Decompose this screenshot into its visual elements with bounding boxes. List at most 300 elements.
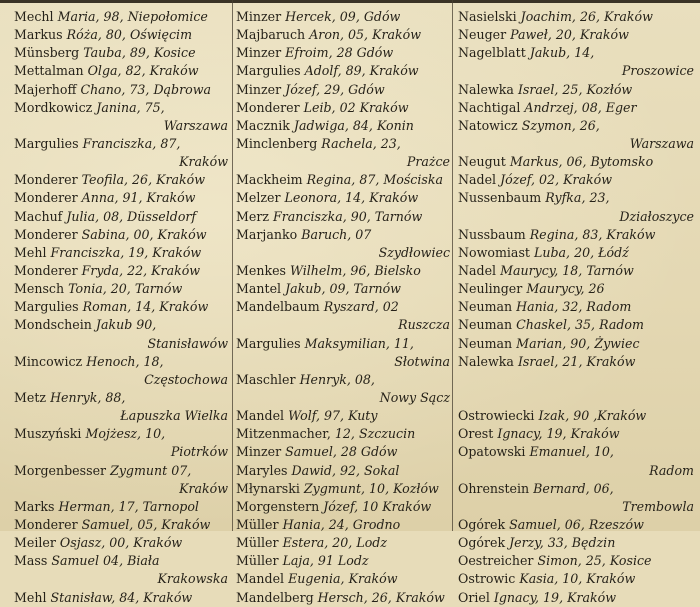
list-entry <box>14 353 232 371</box>
entry-place: Łapuszka Wielka <box>120 408 228 424</box>
entry-year: 91, <box>122 190 143 206</box>
entry-year: 23, <box>380 135 401 151</box>
entry-given-name: Zygmunt <box>110 462 168 478</box>
entry-place: Kraków <box>570 426 620 442</box>
entry-given-name: Israel, <box>517 81 559 97</box>
entry-year: 02 <box>382 299 399 315</box>
entry-given-name: Emanuel, <box>529 444 590 460</box>
entry-continuation <box>236 353 454 371</box>
list-entry <box>14 534 232 552</box>
entry-place: Tarnów <box>586 262 634 278</box>
entry-surname: Ostrowic <box>458 571 516 587</box>
entry-surname: Monderer <box>14 516 78 532</box>
entry-place: Kraków <box>151 262 201 278</box>
entry-place: Biała <box>127 553 160 569</box>
list-entry <box>458 280 698 298</box>
entry-year: 19, <box>128 244 149 260</box>
entry-year: 87, <box>160 135 181 151</box>
entry-surname: Margulies <box>236 63 301 79</box>
entry-given-name: Jakub <box>95 317 133 333</box>
list-entry <box>458 443 698 461</box>
entry-year: 20, <box>110 281 131 297</box>
entry-given-name: Efroim, <box>285 45 333 61</box>
entry-year: 26 <box>588 281 605 297</box>
list-entry <box>236 44 454 62</box>
entry-given-name: Anna, <box>81 190 119 206</box>
list-entry <box>14 208 232 226</box>
entry-given-name: Ryszard, <box>323 299 379 315</box>
entry-place: Krakowska <box>157 571 228 587</box>
entry-surname: Mechl <box>14 9 54 24</box>
entry-given-name: Tauba, <box>83 45 126 61</box>
entry-given-name: Stanisław, <box>50 589 116 605</box>
entry-continuation <box>236 316 454 334</box>
list-entry <box>458 589 698 607</box>
entry-place: Niepołomice <box>127 9 208 24</box>
entry-place: Kraków <box>567 589 617 605</box>
entry-year: 05, <box>348 27 369 43</box>
list-entry <box>14 99 232 117</box>
list-entry <box>14 552 232 570</box>
list-entry <box>14 516 232 534</box>
entry-place: Słotwina <box>394 353 450 369</box>
entry-given-name: Hania, <box>516 299 559 315</box>
entry-year: 06, <box>564 516 585 532</box>
list-entry <box>236 570 454 588</box>
list-entry <box>14 244 232 262</box>
list-entry <box>458 262 698 280</box>
entry-surname: Mensch <box>14 281 65 297</box>
entry-year: 12, <box>334 426 355 442</box>
entry-surname: Minzer <box>236 9 282 24</box>
entry-place: Eger <box>605 99 637 115</box>
entry-year: 08, <box>354 371 375 387</box>
list-entry <box>458 226 698 244</box>
entry-continuation <box>14 443 232 461</box>
entry-surname: Monderer <box>14 226 78 242</box>
entry-given-name: Szymon, <box>521 117 576 133</box>
entry-given-name: Janina, <box>96 99 141 115</box>
entry-year: 73, <box>129 81 150 97</box>
entry-surname: Neuman <box>458 335 513 351</box>
entry-place: Kraków <box>146 190 196 206</box>
entry-place: Nowy Sącz <box>379 389 450 405</box>
entry-year: 98, <box>103 9 124 24</box>
list-entry <box>236 462 454 480</box>
entry-surname: Nalewka <box>458 353 514 369</box>
entry-year: 21, <box>562 353 583 369</box>
entry-given-name: Paweł, <box>510 27 552 43</box>
entry-surname: Nasielski <box>458 9 517 24</box>
entry-place: Będzin <box>571 535 616 551</box>
list-entry <box>14 280 232 298</box>
entry-continuation <box>14 153 232 171</box>
entry-surname: Nachtigal <box>458 99 521 115</box>
entry-surname: Metz <box>14 389 47 405</box>
entry-given-name: Teofila, <box>81 172 129 188</box>
entry-year: 07, <box>171 462 192 478</box>
entry-surname: Neugut <box>458 154 506 170</box>
entry-place: Rzeszów <box>588 516 644 532</box>
entry-year: 20, <box>555 27 576 43</box>
entry-place: Kraków <box>348 571 398 587</box>
list-entry <box>236 226 454 244</box>
entry-year: 20, <box>332 535 353 551</box>
entry-place: Kozłów <box>586 81 633 97</box>
entry-continuation <box>14 480 232 498</box>
entry-surname: Mackheim <box>236 172 303 188</box>
entry-given-name: Estera, <box>282 535 329 551</box>
entry-surname: Nussbaum <box>458 226 526 242</box>
list-entry <box>236 280 454 298</box>
entry-place: Gdów <box>356 45 394 61</box>
entry-surname: Margulies <box>14 299 79 315</box>
entry-year: 25, <box>562 81 583 97</box>
entry-place: Dąbrowa <box>153 81 212 97</box>
entry-surname: Margulies <box>236 335 301 351</box>
list-entry <box>458 81 698 99</box>
entry-place: Tarnów <box>134 281 183 297</box>
list-entry <box>458 298 698 316</box>
list-entry <box>236 117 454 135</box>
entry-year: 06, <box>593 480 614 496</box>
entry-year: 26, <box>579 117 600 133</box>
entry-given-name: Tonia, <box>68 281 107 297</box>
entry-place: Lodz <box>356 535 387 551</box>
entry-surname: Ogórek <box>458 535 506 551</box>
entry-place: Kraków <box>149 63 199 79</box>
entry-year: 26, <box>132 172 153 188</box>
entry-given-name: Regina, <box>529 226 579 242</box>
entry-surname: Merz <box>236 208 270 224</box>
entry-place: Radom <box>599 317 644 333</box>
entry-place: Żywiec <box>594 335 640 351</box>
list-entry <box>14 316 232 334</box>
entry-year: 90, <box>350 208 371 224</box>
list-entry <box>236 298 454 316</box>
entry-year: 91 <box>317 553 334 569</box>
list-entry <box>14 462 232 480</box>
entry-given-name: Franciszka, <box>273 208 347 224</box>
entry-year: 19, <box>543 589 564 605</box>
entry-given-name: Hersch, <box>317 589 368 605</box>
entry-surname: Ostrowiecki <box>458 408 535 424</box>
name-column-3 <box>458 8 698 607</box>
entry-year: 90, <box>570 335 591 351</box>
column-divider <box>232 0 233 531</box>
entry-surname: Mehl <box>14 244 47 260</box>
entry-year: 84, <box>352 117 373 133</box>
entry-place: Tarnopol <box>142 498 199 514</box>
entry-place: Gdów <box>348 81 385 97</box>
entry-given-name: Joachim, <box>520 9 576 24</box>
entry-given-name: Maksymilian, <box>304 335 390 351</box>
entry-year: 29, <box>324 81 345 97</box>
entry-surname: Müller <box>236 516 279 532</box>
entry-surname: Mettalman <box>14 63 84 79</box>
list-entry <box>236 8 454 26</box>
entry-surname: Młynarski <box>236 480 300 496</box>
entry-place: Warszawa <box>629 135 694 151</box>
entry-given-name: Sabina, <box>81 226 130 242</box>
entry-place: Mościska <box>383 172 443 188</box>
entry-surname: Müller <box>236 535 279 551</box>
entry-year: 00, <box>109 535 130 551</box>
entry-surname: Nadel <box>458 172 497 188</box>
entry-year: 97, <box>324 408 345 424</box>
entry-surname: Neulinger <box>458 281 523 297</box>
list-entry <box>14 62 232 80</box>
entry-given-name: Róża, <box>66 27 102 43</box>
list-entry <box>236 189 454 207</box>
list-entry <box>14 189 232 207</box>
entry-continuation <box>236 153 454 171</box>
entry-surname: Menkes <box>236 262 287 278</box>
entry-year: 23, <box>589 190 610 206</box>
entry-surname: Ogórek <box>458 516 506 532</box>
entry-surname: Ohrenstein <box>458 480 530 496</box>
entry-year: 25, <box>585 553 606 569</box>
entry-given-name: Julia, <box>66 208 100 224</box>
entry-given-name: Laja, <box>282 553 314 569</box>
entry-continuation <box>14 570 232 588</box>
entry-year: 02, <box>539 172 560 188</box>
entry-given-name: Zygmunt, <box>303 480 366 496</box>
entry-year: 10, <box>369 480 390 496</box>
entry-place: Kozłów <box>393 480 439 496</box>
entry-year: 75, <box>144 99 165 115</box>
entry-place: Kraków <box>579 27 629 43</box>
entry-place: ,Kraków <box>593 408 647 424</box>
entry-place: Kraków <box>606 226 656 242</box>
entry-surname: Monderer <box>14 262 78 278</box>
entry-continuation <box>14 407 232 425</box>
entry-surname: Mandelbaum <box>236 299 320 315</box>
entry-continuation <box>458 135 698 153</box>
entry-place: Piotrków <box>170 444 228 460</box>
entry-surname: Muszyński <box>14 426 82 442</box>
entry-surname: Minclenberg <box>236 135 318 151</box>
entry-continuation <box>14 117 232 135</box>
entry-given-name: Fryda, <box>81 262 124 278</box>
entry-given-name: Regina, <box>306 172 356 188</box>
entry-given-name: Maria, <box>57 9 100 24</box>
entry-year: 08, <box>103 208 124 224</box>
entry-place: Kraków <box>382 498 432 514</box>
list-gap <box>458 371 698 389</box>
entry-year: 96, <box>350 262 371 278</box>
entry-given-name: Olga, <box>87 63 122 79</box>
list-entry <box>236 99 454 117</box>
entry-surname: Minzer <box>236 444 282 460</box>
list-entry <box>458 189 698 207</box>
entry-continuation <box>14 335 232 353</box>
entry-surname: Mondschein <box>14 317 92 333</box>
entry-surname: Mantel <box>236 281 282 297</box>
entry-given-name: Henryk, <box>299 371 351 387</box>
entry-place: Sokal <box>364 462 400 478</box>
entry-year: 90 <box>573 408 590 424</box>
entry-given-name: Rachela, <box>321 135 377 151</box>
entry-given-name: Adolf, <box>304 63 342 79</box>
entry-place: Kraków <box>586 353 636 369</box>
entry-place: Bielsko <box>374 262 421 278</box>
entry-given-name: Chaskel, <box>516 317 572 333</box>
entry-place: Oświęcim <box>129 27 193 43</box>
list-entry <box>458 117 698 135</box>
entry-given-name: Franciszka, <box>50 244 125 260</box>
list-entry <box>236 407 454 425</box>
entry-given-name: Ignacy, <box>493 589 540 605</box>
entry-continuation <box>458 498 698 516</box>
entry-place: Kraków <box>157 226 207 242</box>
entry-year: 24, <box>328 516 349 532</box>
entry-given-name: Henoch, <box>86 353 140 369</box>
entry-given-name: Ryfka, <box>545 190 586 206</box>
entry-given-name: Wolf, <box>288 408 320 424</box>
list-entry <box>458 534 698 552</box>
entry-surname: Morgenstern <box>236 498 320 514</box>
entry-given-name: Marian, <box>516 335 567 351</box>
entry-surname: Nagelblatt <box>458 45 526 61</box>
entry-year: 17, <box>118 498 139 514</box>
entry-given-name: Ignacy, <box>497 426 543 442</box>
list-entry <box>236 534 454 552</box>
entry-year: 14, <box>345 190 366 206</box>
entry-continuation <box>458 462 698 480</box>
entry-given-name: Chano, <box>80 81 126 97</box>
entry-continuation <box>458 208 698 226</box>
entry-year: 28 <box>336 45 353 61</box>
entry-year: 80, <box>105 27 126 43</box>
entry-year: 09, <box>329 281 350 297</box>
list-entry <box>14 26 232 44</box>
entry-surname: Morgenbesser <box>14 462 107 478</box>
entry-surname: Nowomiast <box>458 244 530 260</box>
entry-year: 92, <box>340 462 361 478</box>
entry-surname: Nussenbaum <box>458 190 542 206</box>
list-entry <box>236 81 454 99</box>
entry-given-name: Franciszka, <box>82 135 157 151</box>
entry-given-name: Samuel <box>51 553 100 569</box>
entry-given-name: Eugenia, <box>288 571 345 587</box>
entry-place: Kraków <box>586 571 636 587</box>
entry-surname: Macznik <box>236 117 290 133</box>
list-entry <box>458 552 698 570</box>
entry-year: 14, <box>135 299 156 315</box>
entry-surname: Neuman <box>458 317 513 333</box>
entry-surname: Mincowicz <box>14 353 83 369</box>
entry-surname: Majerhoff <box>14 81 77 97</box>
list-entry <box>14 8 232 26</box>
list-entry <box>236 516 454 534</box>
entry-year: 88, <box>105 389 126 405</box>
list-entry <box>236 62 454 80</box>
entry-year: 26, <box>371 589 392 605</box>
entry-given-name: Mojżesz, <box>85 426 142 442</box>
list-entry <box>236 425 454 443</box>
entry-given-name: Hercek, <box>285 9 336 24</box>
entry-place: Grodno <box>352 516 401 532</box>
entry-surname: Minzer <box>236 81 282 97</box>
entry-year: 26, <box>579 9 600 24</box>
entry-place: Kraków <box>179 154 228 170</box>
entry-surname: Orest <box>458 426 494 442</box>
list-entry <box>236 589 454 607</box>
entry-place: Kraków <box>372 27 422 43</box>
list-entry <box>458 244 698 262</box>
entry-place: Kraków <box>161 516 211 532</box>
list-entry <box>14 226 232 244</box>
entry-surname: Münsberg <box>14 45 80 61</box>
entry-place: Kraków <box>152 244 202 260</box>
entry-year: 02 <box>339 99 356 115</box>
entry-year: 32, <box>562 299 583 315</box>
entry-surname: Margulies <box>14 135 79 151</box>
entry-continuation <box>14 371 232 389</box>
entry-year: 04, <box>103 553 124 569</box>
entry-given-name: Markus, <box>509 154 563 170</box>
entry-place: Szydłowiec <box>378 244 450 260</box>
entry-place: Konin <box>376 117 414 133</box>
list-entry <box>458 480 698 498</box>
entry-surname: Mandelberg <box>236 589 314 605</box>
entry-year: 89, <box>129 45 150 61</box>
entry-given-name: Jakub, <box>285 281 326 297</box>
list-entry <box>14 135 232 153</box>
entry-year: 84, <box>119 589 140 605</box>
entry-surname: Monderer <box>14 190 78 206</box>
entry-year: 87, <box>359 172 380 188</box>
top-rule <box>0 0 700 3</box>
entry-given-name: Herman, <box>58 498 115 514</box>
entry-place: Łódź <box>598 244 629 260</box>
entry-given-name: Hania, <box>282 516 325 532</box>
entry-surname: Monderer <box>236 99 300 115</box>
list-entry <box>458 407 698 425</box>
list-entry <box>236 335 454 353</box>
entry-continuation <box>236 389 454 407</box>
entry-surname: Nadel <box>458 262 497 278</box>
entry-surname: Müller <box>236 553 279 569</box>
entry-place: Kraków <box>359 99 409 115</box>
entry-place: Proszowice <box>621 63 694 79</box>
entry-surname: Markus <box>14 27 63 43</box>
list-entry <box>236 135 454 153</box>
entry-surname: Mandel <box>236 571 285 587</box>
entry-given-name: Samuel, <box>285 444 337 460</box>
entry-place: Kosice <box>609 553 652 569</box>
list-entry <box>236 371 454 389</box>
entry-place: Kosice <box>153 45 196 61</box>
entry-place: Kraków <box>395 589 445 605</box>
entry-surname: Machuf <box>14 208 63 224</box>
entry-place: Kraków <box>133 535 183 551</box>
entry-year: 89, <box>345 63 366 79</box>
entry-place: Tarnów <box>374 208 423 224</box>
entry-place: Gdów <box>360 444 398 460</box>
entry-given-name: Dawid, <box>291 462 336 478</box>
entry-place: Trembowla <box>622 498 694 514</box>
entry-year: 10, <box>593 444 614 460</box>
list-gap <box>458 389 698 407</box>
entry-surname: Monderer <box>14 172 78 188</box>
entry-given-name: Aron, <box>309 27 345 43</box>
entry-given-name: Baruch, <box>301 226 352 242</box>
list-entry <box>458 8 698 26</box>
list-entry <box>458 44 698 62</box>
name-column-1 <box>14 8 232 607</box>
